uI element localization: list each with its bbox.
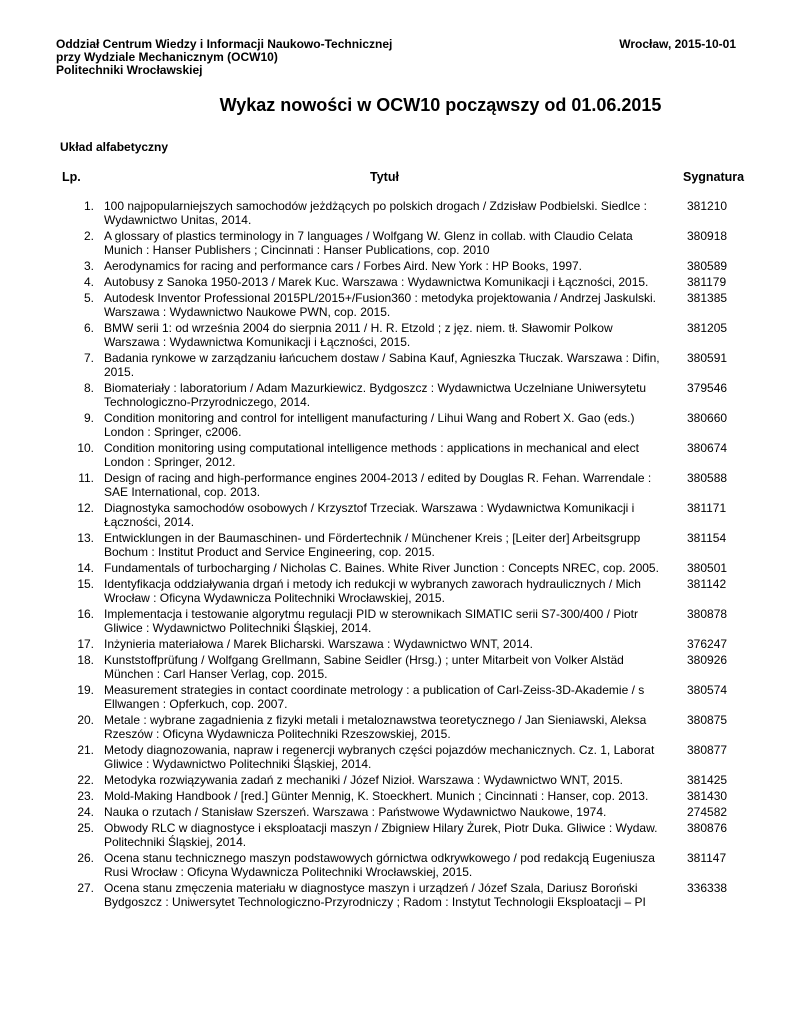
entry-title: 100 najpopularniejszych samochodów jeżdżących po polskich drogach / Zdzisław Podbielski. Siedlce : Wydawnictwo Unitas, 2014. bbox=[104, 199, 647, 227]
entry-number: 19. bbox=[77, 683, 94, 697]
entry-title: Ocena stanu zmęczenia materiału w diagnostyce maszyn i urządzeń / Józef Szala, Dariusz Boroński Bydgoszcz : Uniwersytet Technologiczno-Przyrodniczy ; Radom : Instytut Technologii Eksploatacji – PI bbox=[104, 881, 646, 909]
entry-signature: 380589 bbox=[687, 259, 728, 273]
entry-number: 17. bbox=[77, 637, 94, 651]
entry-signature: 381147 bbox=[687, 851, 727, 865]
entry-title: Badania rynkowe w zarządzaniu łańcuchem dostaw / Sabina Kauf, Agnieszka Tłuczak. Warszawa : Difin, 2015. bbox=[104, 351, 660, 379]
list-item bbox=[0, 411, 791, 439]
entry-title: Inżynieria materiałowa / Marek Blicharski. Warszawa : Wydawnictwo WNT, 2014. bbox=[104, 637, 533, 651]
entry-number: 23. bbox=[77, 789, 94, 803]
entry-number: 2. bbox=[83, 229, 94, 243]
list-item bbox=[0, 229, 791, 257]
entry-number: 14. bbox=[77, 561, 94, 575]
entry-title: Diagnostyka samochodów osobowych / Krzysztof Trzeciak. Warszawa : Wydawnictwa Komunikacji i Łączności, 2014. bbox=[104, 501, 635, 529]
list-item bbox=[0, 637, 791, 651]
column-header-signature: Sygnatura bbox=[683, 170, 745, 184]
entry-number: 3. bbox=[83, 259, 94, 273]
entry-signature: 381385 bbox=[687, 291, 728, 305]
entry-title: Measurement strategies in contact coordinate metrology : a publication of Carl-Zeiss-3D-Akademie / s Ellwangen : Opferkuch, cop. 2007. bbox=[104, 683, 645, 711]
entry-number: 18. bbox=[77, 653, 94, 667]
list-item bbox=[0, 275, 791, 289]
entry-number: 15. bbox=[77, 577, 94, 591]
list-item bbox=[0, 789, 791, 803]
entry-signature: 381205 bbox=[687, 321, 728, 335]
entry-title: Mold-Making Handbook / [red.] Günter Mennig, K. Stoeckhert. Munich ; Cincinnati : Hanser, cop. 2013. bbox=[104, 789, 649, 803]
document-title: Wykaz nowości w OCW10 począwszy od 01.06.2015 bbox=[219, 95, 662, 115]
entry-title: Aerodynamics for racing and performance cars / Forbes Aird. New York : HP Books, 1997. bbox=[104, 259, 583, 273]
entry-number: 25. bbox=[77, 821, 94, 835]
entry-signature: 380926 bbox=[687, 653, 728, 667]
column-header-title: Tytuł bbox=[370, 170, 399, 184]
entry-title: Condition monitoring using computational intelligence methods : applications in mechanical and elect London : Springer, 2012. bbox=[104, 441, 639, 469]
entries-list bbox=[0, 199, 791, 911]
entry-number: 4. bbox=[83, 275, 94, 289]
entry-signature: 380875 bbox=[687, 713, 728, 727]
list-item bbox=[0, 713, 791, 741]
entry-title: A glossary of plastics terminology in 7 languages / Wolfgang W. Glenz in collab. with Claudio Celata Munich : Hanser Publishers ; Cincinnati : Hanser Publications, cop. 2010 bbox=[104, 229, 633, 257]
list-item bbox=[0, 773, 791, 787]
entry-signature: 376247 bbox=[687, 637, 728, 651]
entry-title: Condition monitoring and control for intelligent manufacturing / Lihui Wang and Robert X. Gao (eds.) London : Springer, c2006. bbox=[104, 411, 635, 439]
entry-signature: 380591 bbox=[687, 351, 728, 365]
list-item bbox=[0, 351, 791, 379]
entry-title: Kunststoffprüfung / Wolfgang Grellmann, Sabine Seidler (Hrsg.) ; unter Mitarbeit von Volker Alstäd München : Carl Hanser Verlag, cop. 2015. bbox=[104, 653, 624, 681]
column-headers bbox=[0, 170, 791, 186]
entry-signature: 381154 bbox=[687, 531, 727, 545]
list-item bbox=[0, 881, 791, 909]
entry-signature: 381425 bbox=[687, 773, 728, 787]
list-item bbox=[0, 259, 791, 273]
list-item bbox=[0, 441, 791, 469]
entry-number: 12. bbox=[77, 501, 94, 515]
entry-title: BMW serii 1: od września 2004 do sierpnia 2011 / H. R. Etzold ; z jęz. niem. tł. Sławomir Polkow Warszawa : Wydawnictwa Komunikacji i Łączności, 2015. bbox=[104, 321, 613, 349]
entry-title: Identyfikacja oddziaływania drgań i metody ich redukcji w wybranych zaworach hydraulicznych / Mich Wrocław : Oficyna Wydawnicza Politechniki Wrocławskiej, 2015. bbox=[104, 577, 641, 605]
institution-line: Politechniki Wrocławskiej bbox=[56, 63, 203, 77]
list-item bbox=[0, 851, 791, 879]
entry-number: 5. bbox=[83, 291, 94, 305]
list-item bbox=[0, 501, 791, 529]
column-header-lp: Lp. bbox=[62, 170, 81, 184]
entry-signature: 380588 bbox=[687, 471, 728, 485]
entry-title: Metody diagnozowania, napraw i regenercji wybranych części pojazdów mechanicznych. Cz. 1, Laborat Gliwice : Wydawnictwo Politechniki Śląskiej, 2014. bbox=[104, 743, 655, 771]
list-item bbox=[0, 743, 791, 771]
list-item bbox=[0, 199, 791, 227]
institution-line: przy Wydziale Mechanicznym (OCW10) bbox=[56, 50, 278, 64]
entry-number: 6. bbox=[83, 321, 94, 335]
list-item bbox=[0, 291, 791, 319]
entry-number: 7. bbox=[83, 351, 94, 365]
entry-number: 26. bbox=[77, 851, 94, 865]
entry-signature: 380877 bbox=[687, 743, 728, 757]
list-item bbox=[0, 607, 791, 635]
entry-signature: 380878 bbox=[687, 607, 728, 621]
sort-order-label: Układ alfabetyczny bbox=[60, 140, 169, 154]
list-item bbox=[0, 805, 791, 819]
list-item bbox=[0, 321, 791, 349]
entry-title: Implementacja i testowanie algorytmu regulacji PID w sterownikach SIMATIC serii S7-300/400 / Piotr Gliwice : Wydawnictwo Politechniki Śląskiej, 2014. bbox=[104, 607, 638, 635]
entry-number: 13. bbox=[77, 531, 94, 545]
entry-number: 27. bbox=[77, 881, 94, 895]
institution-line: Oddział Centrum Wiedzy i Informacji Naukowo-Technicznej bbox=[56, 37, 393, 51]
entry-number: 11. bbox=[78, 471, 94, 485]
entry-title: Biomateriały : laboratorium / Adam Mazurkiewicz. Bydgoszcz : Wydawnictwa Uczelniane Uniwersytetu Technologiczno-Przyrodniczego, 2014. bbox=[104, 381, 647, 409]
entry-number: 22. bbox=[77, 773, 94, 787]
entry-number: 1. bbox=[83, 199, 94, 213]
entry-title: Metodyka rozwiązywania zadań z mechaniki / Józef Nizioł. Warszawa : Wydawnictwo WNT, 2015. bbox=[104, 773, 623, 787]
entry-number: 24. bbox=[77, 805, 94, 819]
entry-number: 9. bbox=[83, 411, 94, 425]
place-date: Wrocław, 2015-10-01 bbox=[619, 37, 736, 51]
entry-number: 20. bbox=[77, 713, 94, 727]
list-item bbox=[0, 653, 791, 681]
entry-signature: 380501 bbox=[687, 561, 728, 575]
list-item bbox=[0, 821, 791, 849]
entry-title: Design of racing and high-performance engines 2004-2013 / edited by Douglas R. Fehan. Warrendale : SAE International, cop. 2013. bbox=[104, 471, 652, 499]
document-header bbox=[56, 38, 736, 77]
entry-signature: 381142 bbox=[687, 577, 727, 591]
entry-signature: 381171 bbox=[687, 501, 727, 515]
entry-title: Nauka o rzutach / Stanisław Szerszeń. Warszawa : Państwowe Wydawnictwo Naukowe, 1974. bbox=[104, 805, 607, 819]
list-item bbox=[0, 577, 791, 605]
entry-title: Autobusy z Sanoka 1950-2013 / Marek Kuc. Warszawa : Wydawnictwa Komunikacji i Łączności, 2015. bbox=[104, 275, 649, 289]
entry-title: Ocena stanu technicznego maszyn podstawowych górnictwa odkrywkowego / pod redakcją Eugeniusza Rusi Wrocław : Oficyna Wydawnicza Politechniki Wrocławskiej, 2015. bbox=[104, 851, 655, 879]
entry-number: 21. bbox=[77, 743, 94, 757]
entry-signature: 380918 bbox=[687, 229, 728, 243]
entry-signature: 379546 bbox=[687, 381, 728, 395]
entry-signature: 381430 bbox=[687, 789, 728, 803]
entry-title: Obwody RLC w diagnostyce i eksploatacji maszyn / Zbigniew Hilary Żurek, Piotr Duka. Gliwice : Wydaw. Politechniki Śląskiej, 2014. bbox=[104, 821, 658, 849]
list-item bbox=[0, 531, 791, 559]
entry-number: 8. bbox=[83, 381, 94, 395]
entry-signature: 381179 bbox=[687, 275, 727, 289]
list-item bbox=[0, 561, 791, 575]
entry-title: Fundamentals of turbocharging / Nicholas C. Baines. White River Junction : Concepts NREC, cop. 2005. bbox=[104, 561, 659, 575]
list-item bbox=[0, 471, 791, 499]
entry-title: Entwicklungen in der Baumaschinen- und Fördertechnik / Münchener Kreis ; [Leiter der] Arbeitsgrupp Bochum : Institut Product and Service Engineering, cop. 2015. bbox=[104, 531, 641, 559]
entry-signature: 336338 bbox=[687, 881, 728, 895]
entry-title: Metale : wybrane zagadnienia z fizyki metali i metaloznawstwa teoretycznego / Jan Sieniawski, Aleksa Rzeszów : Oficyna Wydawnicza Politechniki Rzeszowskiej, 2015. bbox=[104, 713, 647, 741]
list-item bbox=[0, 683, 791, 711]
entry-signature: 380674 bbox=[687, 441, 728, 455]
list-item bbox=[0, 381, 791, 409]
entry-signature: 380876 bbox=[687, 821, 728, 835]
entry-number: 10. bbox=[77, 441, 94, 455]
entry-signature: 274582 bbox=[687, 805, 728, 819]
entry-signature: 381210 bbox=[687, 199, 728, 213]
entry-signature: 380574 bbox=[687, 683, 728, 697]
entry-number: 16. bbox=[77, 607, 94, 621]
entry-title: Autodesk Inventor Professional 2015PL/2015+/Fusion360 : metodyka projektowania / Andrzej Jaskulski. Warszawa : Wydawnictwo Naukowe PWN, cop. 2015. bbox=[104, 291, 656, 319]
entry-signature: 380660 bbox=[687, 411, 728, 425]
